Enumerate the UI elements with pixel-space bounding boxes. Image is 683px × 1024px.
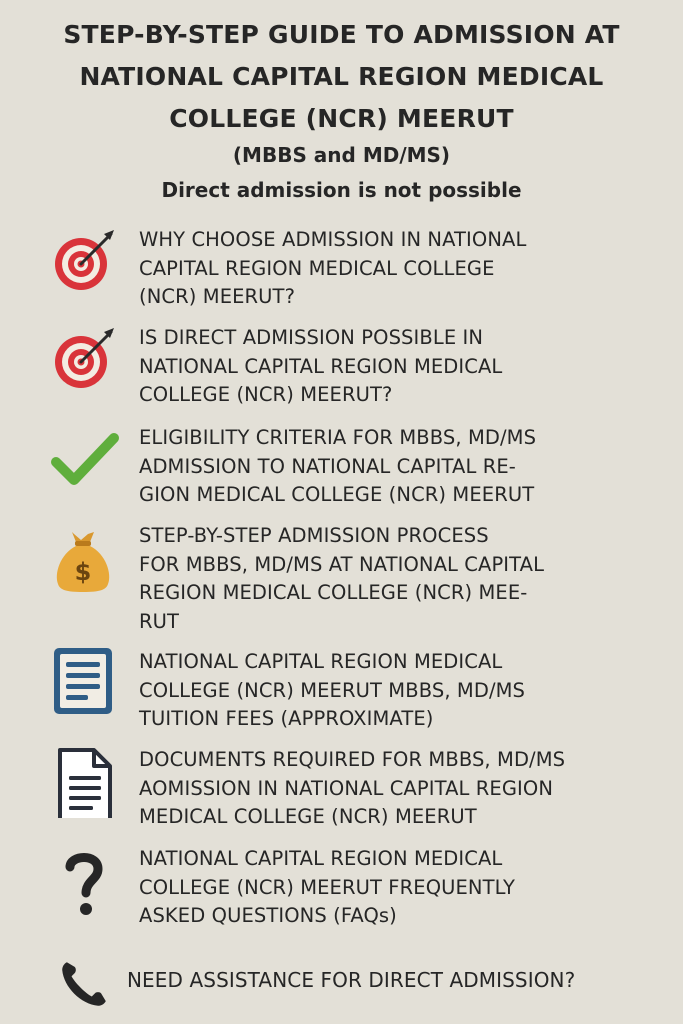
title-line-1: STEP-BY-STEP GUIDE TO ADMISSION AT (63, 20, 620, 49)
label-line: NATIONAL CAPITAL REGION MEDICAL (139, 650, 503, 673)
list-item-label (139, 522, 659, 636)
label-line: ADMISSION TO NATIONAL CAPITAL RE- (139, 454, 516, 478)
notepad-icon (48, 644, 120, 716)
label-line: IS DIRECT ADMISSION POSSIBLE IN (139, 326, 484, 349)
label-line: DOCUMENTS REQUIRED FOR MBBS, MD/MS (139, 748, 566, 771)
label-line: REGION MEDICAL COLLEGE (NCR) MEE- (139, 581, 528, 604)
label-line: (NCR) MEERUT? (139, 285, 296, 308)
label-line: NATIONAL CAPITAL REGION MEDICAL (139, 847, 503, 870)
money-bag-icon (48, 524, 120, 596)
question-mark-icon (48, 845, 120, 917)
contact-label: NEED ASSISTANCE FOR DIRECT ADMISSION? (127, 968, 576, 992)
list-item-label (139, 845, 659, 931)
admission-note: Direct admission is not possible (161, 178, 522, 202)
list-item-label (139, 226, 659, 312)
label-line: COLLEGE (NCR) MEERUT MBBS, MD/MS (139, 678, 526, 702)
title-line-3: COLLEGE (NCR) MEERUT (169, 104, 514, 133)
label-line: COLLEGE (NCR) MEERUT FREQUENTLY (139, 875, 516, 899)
label-line: FOR MBBS, MD/MS AT NATIONAL CAPITAL (139, 552, 545, 576)
label-line: COLLEGE (NCR) MEERUT? (139, 383, 393, 406)
page-title (0, 14, 683, 140)
label-line: ELIGIBILITY CRITERIA FOR MBBS, MD/MS (139, 426, 537, 449)
label-line: NATIONAL CAPITAL REGION MEDICAL (139, 354, 503, 378)
label-line: WHY CHOOSE ADMISSION IN NATIONAL (139, 228, 527, 251)
page-subtitle: (MBBS and MD/MS) (232, 143, 451, 167)
label-line: CAPITAL REGION MEDICAL COLLEGE (139, 256, 495, 280)
target-icon (48, 324, 120, 396)
label-line: MEDICAL COLLEGE (NCR) MEERUT (139, 805, 477, 828)
list-item-label (139, 324, 659, 410)
checkmark-icon (48, 424, 120, 496)
label-line: TUITION FEES (APPROXIMATE) (139, 707, 434, 730)
list-item-label (139, 746, 659, 832)
label-line: ASKED QUESTIONS (FAQs) (139, 904, 397, 927)
label-line: RUT (139, 609, 180, 633)
title-line-2: NATIONAL CAPITAL REGION MEDICAL (79, 62, 604, 91)
label-line: GION MEDICAL COLLEGE (NCR) MEERUT (139, 483, 535, 506)
target-icon (48, 226, 120, 298)
svg-text:$: $ (74, 558, 92, 586)
list-item-label (139, 648, 659, 734)
label-line: STEP-BY-STEP ADMISSION PROCESS (139, 524, 489, 547)
list-item-label (139, 424, 659, 510)
label-line: AOMISSION IN NATIONAL CAPITAL REGION (139, 776, 554, 800)
phone-icon (56, 956, 112, 1012)
document-icon (48, 746, 120, 818)
